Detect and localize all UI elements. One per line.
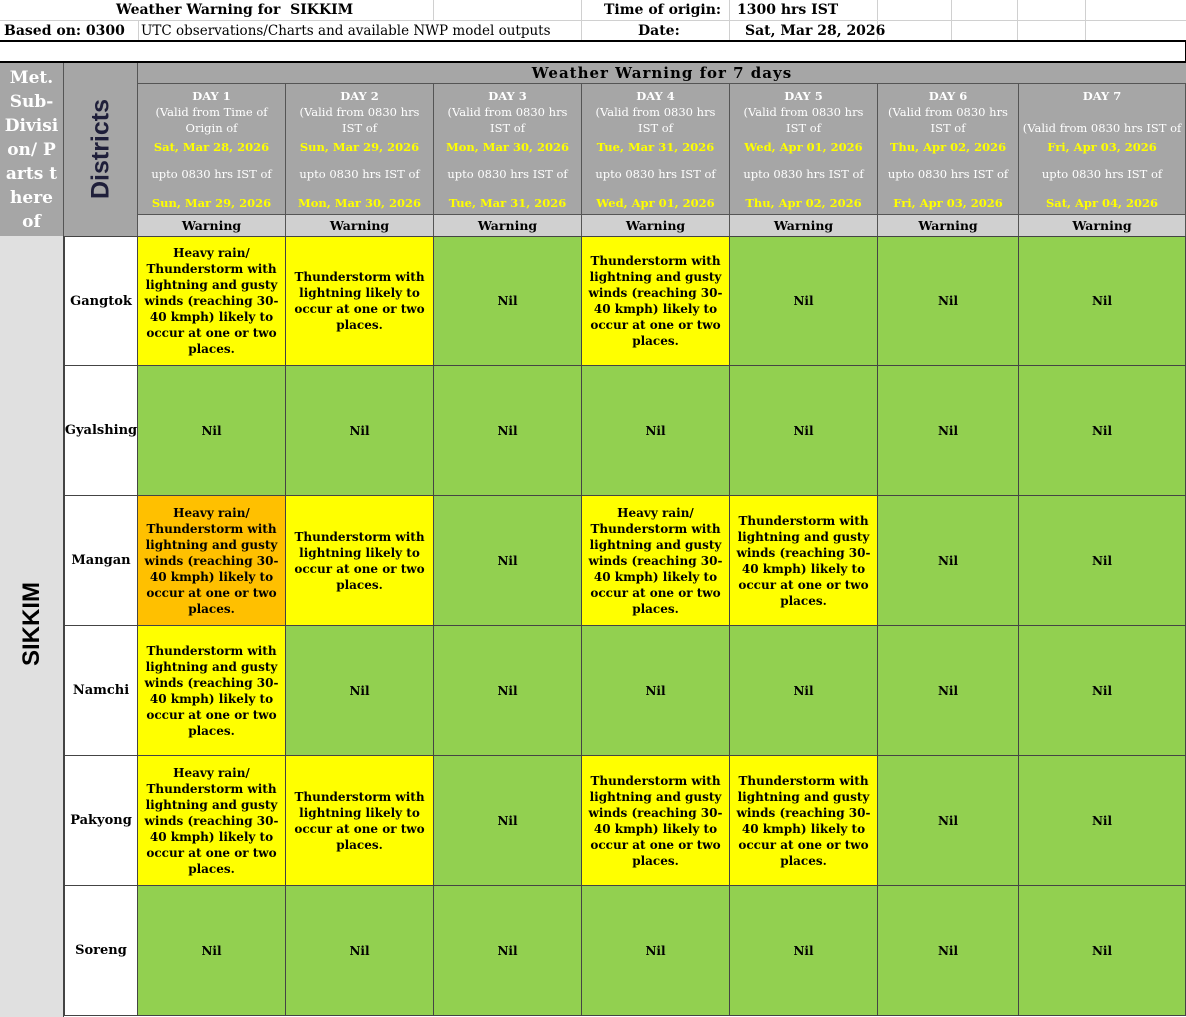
district-name: Pakyong (64, 756, 138, 886)
based-on-text: UTC observations/Charts and available NWP model outputs (141, 23, 551, 39)
day-1-day: DAY 1 (192, 89, 231, 103)
district-name: Soreng (64, 886, 138, 1016)
warning-cell: Heavy rain/ Thunderstorm with lightning and gusty winds (reaching 30-40 kmph) likely to occur at one or two places. (582, 496, 730, 626)
date-value: Sat, Mar 28, 2026 (745, 23, 886, 39)
met-subdivision-label: Met. Sub-Divisi on/ Parts there of (4, 68, 59, 232)
warning-cell: Nil (138, 366, 286, 496)
date-label: Date: (638, 23, 680, 39)
day-4-upto: upto 0830 hrs IST of (595, 167, 716, 181)
warning-cell: Nil (582, 366, 730, 496)
day-3-valid: (Valid from 0830 hrs IST of (447, 105, 568, 135)
day-4-valid: (Valid from 0830 hrs IST of (595, 105, 716, 135)
day-5-to: Thu, Apr 02, 2026 (745, 196, 862, 210)
warning-cell: Nil (434, 236, 582, 366)
met-subdivision-header (0, 63, 64, 236)
day-3-upto: upto 0830 hrs IST of (447, 167, 568, 181)
warning-cell: Nil (878, 886, 1019, 1016)
time-of-origin-value: 1300 hrs IST (737, 2, 839, 18)
day-7-upto: upto 0830 hrs IST of (1041, 167, 1163, 181)
warning-header-3: Warning (434, 214, 582, 236)
warning-cell: Nil (878, 366, 1019, 496)
warning-cell: Thunderstorm with lightning and gusty winds (reaching 30-40 kmph) likely to occur at one or two places. (138, 626, 286, 756)
warning-cell: Thunderstorm with lightning and gusty winds (reaching 30-40 kmph) likely to occur at one or two places. (582, 756, 730, 886)
warning-cell: Nil (434, 496, 582, 626)
warning-cell: Nil (730, 236, 878, 366)
header-area (0, 0, 1186, 42)
seven-day-banner (138, 63, 1186, 84)
warning-cell: Nil (1019, 236, 1186, 366)
day-1-to: Sun, Mar 29, 2026 (151, 196, 272, 210)
day-2-valid: (Valid from 0830 hrs IST of (299, 105, 420, 135)
day-2-upto: upto 0830 hrs IST of (299, 167, 420, 181)
districts-header (64, 63, 138, 236)
warning-header-5: Warning (730, 214, 878, 236)
day-5-day: DAY 5 (784, 89, 823, 103)
warning-cell: Thunderstorm with lightning likely to occur at one or two places. (286, 236, 434, 366)
warning-cell: Nil (434, 756, 582, 886)
banner-text: Weather Warning for 7 days (531, 64, 793, 82)
warning-cell: Nil (434, 886, 582, 1016)
district-name: Mangan (64, 496, 138, 626)
warning-cell: Thunderstorm with lightning and gusty winds (reaching 30-40 kmph) likely to occur at one or two places. (582, 236, 730, 366)
warning-cell: Nil (1019, 886, 1186, 1016)
district-name: Namchi (64, 626, 138, 756)
day-5-upto: upto 0830 hrs IST of (743, 167, 864, 181)
day-6-to: Fri, Apr 03, 2026 (893, 196, 1003, 210)
day-1-valid: (Valid from Time of Origin of (155, 105, 268, 135)
based-on-label: Based on: 0300 (4, 23, 125, 39)
warning-cell: Nil (286, 626, 434, 756)
day-5-valid: (Valid from 0830 hrs IST of (743, 105, 864, 135)
warning-cell: Nil (878, 496, 1019, 626)
warning-cell: Nil (286, 886, 434, 1016)
day-3-day: DAY 3 (488, 89, 527, 103)
warning-cell: Nil (286, 366, 434, 496)
warning-cell: Nil (1019, 626, 1186, 756)
day-7-to: Sat, Apr 04, 2026 (1045, 196, 1159, 210)
day-header-3 (434, 84, 582, 214)
subdivision-name: SIKKIM (17, 582, 45, 666)
warning-cell: Nil (878, 236, 1019, 366)
day-2-day: DAY 2 (340, 89, 379, 103)
day-header-2 (286, 84, 434, 214)
day-1-upto: upto 0830 hrs IST of (151, 167, 272, 181)
districts-label: Districts (86, 98, 114, 200)
warning-cell: Nil (730, 886, 878, 1016)
warning-cell: Thunderstorm with lightning and gusty winds (reaching 30-40 kmph) likely to occur at one or two places. (730, 756, 878, 886)
warning-cell: Nil (1019, 366, 1186, 496)
header-separator (0, 40, 1186, 42)
warning-header-6: Warning (878, 214, 1019, 236)
day-2-to: Mon, Mar 30, 2026 (297, 196, 422, 210)
warning-cell: Nil (582, 626, 730, 756)
warning-cell: Nil (434, 626, 582, 756)
day-3-to: Tue, Mar 31, 2026 (448, 196, 567, 210)
warning-cell: Heavy rain/ Thunderstorm with lightning and gusty winds (reaching 30-40 kmph) likely to occur at one or two places. (138, 496, 286, 626)
day-6-from: Thu, Apr 02, 2026 (889, 140, 1007, 154)
warning-cell: Nil (1019, 756, 1186, 886)
warning-cell: Thunderstorm with lightning likely to occur at one or two places. (286, 756, 434, 886)
day-3-from: Mon, Mar 30, 2026 (445, 140, 570, 154)
warning-cell: Nil (138, 886, 286, 1016)
warning-cell: Nil (434, 366, 582, 496)
day-header-6 (878, 84, 1019, 214)
day-7-valid: (Valid from 0830 hrs IST of (1022, 121, 1182, 135)
warning-cell: Nil (582, 886, 730, 1016)
warning-cell: Heavy rain/ Thunderstorm with lightning and gusty winds (reaching 30-40 kmph) likely to occur at one or two places. (138, 756, 286, 886)
warning-cell: Nil (878, 756, 1019, 886)
day-5-from: Wed, Apr 01, 2026 (744, 140, 863, 154)
district-name: Gangtok (64, 236, 138, 366)
day-header-4 (582, 84, 730, 214)
day-7-day: DAY 7 (1082, 89, 1122, 103)
warning-cell: Nil (1019, 496, 1186, 626)
day-6-day: DAY 6 (928, 89, 968, 103)
time-of-origin-label: Time of origin: (604, 2, 722, 18)
warning-cell: Nil (730, 626, 878, 756)
warning-cell: Heavy rain/ Thunderstorm with lightning and gusty winds (reaching 30-40 kmph) likely to occur at one or two places. (138, 236, 286, 366)
warning-header-2: Warning (286, 214, 434, 236)
day-6-valid: (Valid from 0830 hrs IST of (888, 105, 1008, 135)
warning-cell: Nil (878, 626, 1019, 756)
report-title: Weather Warning for SIKKIM (116, 2, 354, 18)
day-6-upto: upto 0830 hrs IST of (887, 167, 1009, 181)
warning-cell: Thunderstorm with lightning and gusty winds (reaching 30-40 kmph) likely to occur at one or two places. (730, 496, 878, 626)
day-header-7 (1019, 84, 1186, 214)
subdivision-cell (0, 236, 64, 1017)
day-4-day: DAY 4 (636, 89, 675, 103)
day-1-from: Sat, Mar 28, 2026 (153, 140, 270, 154)
day-7-from: Fri, Apr 03, 2026 (1047, 140, 1157, 154)
day-header-5 (730, 84, 878, 214)
day-4-from: Tue, Mar 31, 2026 (596, 140, 715, 154)
warning-cell: Nil (730, 366, 878, 496)
warning-header-4: Warning (582, 214, 730, 236)
day-header-1 (138, 84, 286, 214)
warning-header-7: Warning (1019, 214, 1186, 236)
warning-cell: Thunderstorm with lightning likely to occur at one or two places. (286, 496, 434, 626)
day-2-from: Sun, Mar 29, 2026 (299, 140, 420, 154)
district-name: Gyalshing (64, 366, 138, 496)
warning-header-1: Warning (138, 214, 286, 236)
day-4-to: Wed, Apr 01, 2026 (596, 196, 715, 210)
